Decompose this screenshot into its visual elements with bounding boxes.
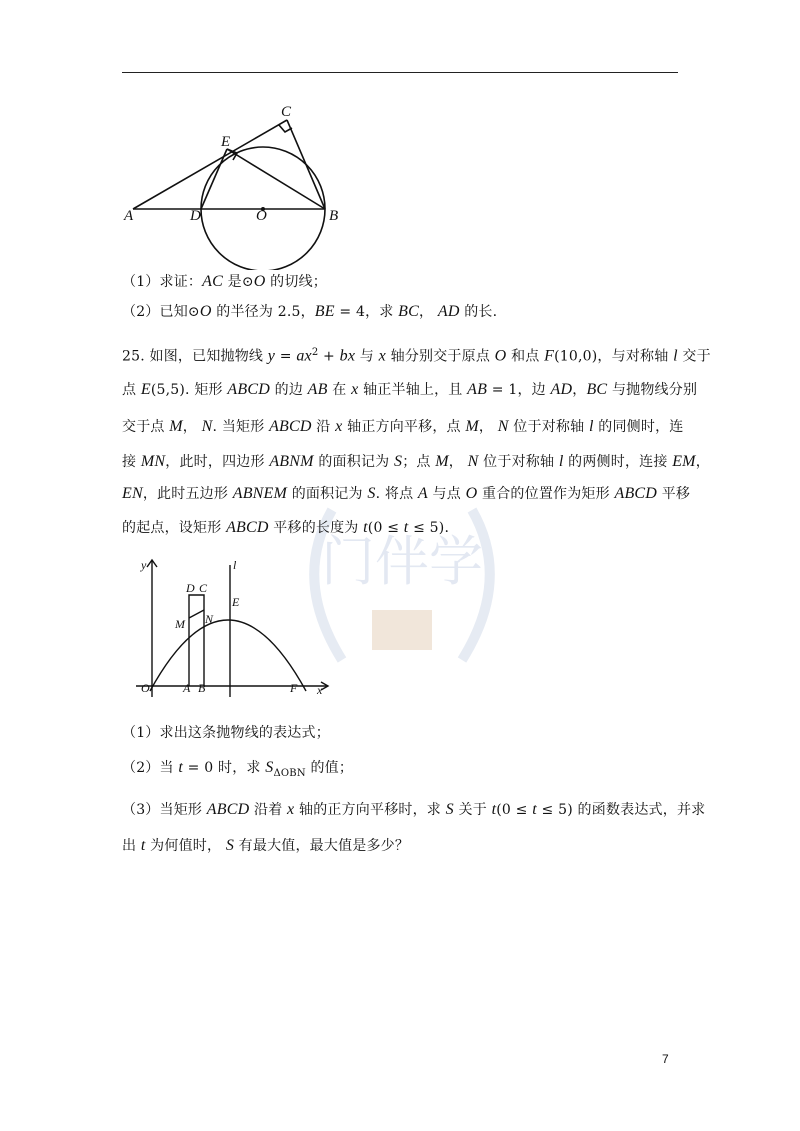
question-25-line-3: 交于点 M， N. 当矩形 ABCD 沿 x 轴正方向平移，点 M， N 位于对称轴 l 的同侧时，连 — [122, 418, 684, 435]
question-25-line-2: 点 E(5,5). 矩形 ABCD 的边 AB 在 x 轴正半轴上，且 AB = 1，边 AD，BC 与抛物线分别 — [122, 381, 698, 398]
label-M: M — [175, 617, 185, 631]
question-24-part-1: （1）求证：AC 是⊙O 的切线； — [122, 273, 327, 290]
label-O: O — [256, 208, 267, 224]
label-A2: A — [183, 681, 191, 695]
question-24-part-2: （2）已知⊙O 的半径为 2.5，BE = 4，求 BC， AD 的长. — [122, 303, 498, 320]
label-E2: E — [232, 595, 240, 609]
label-D: D — [190, 208, 201, 224]
question-25-part-3-line-2: 出 t 为何值时， S 有最大值，最大值是多少？ — [122, 837, 410, 854]
page-number: 7 — [662, 1052, 669, 1066]
question-25-line-4: 接 MN，此时，四边形 ABNM 的面积记为 S；点 M， N 位于对称轴 l 的两侧时，连接 EM， — [122, 453, 710, 470]
label-C2: C — [199, 581, 208, 595]
question-25-line-1: 25. 如图，已知抛物线 $y = ax^2$ + bx 与 x 轴分别交于原点 O 和点 F(10,0)，与对称轴 l 交于 — [122, 347, 711, 365]
label-E: E — [221, 134, 231, 150]
label-D2: D — [186, 581, 195, 595]
circle-figure — [120, 98, 340, 270]
watermark-text: 门伴学 — [321, 532, 483, 592]
label-O2: O — [141, 681, 150, 695]
label-F: F — [290, 681, 298, 695]
label-N: N — [205, 612, 214, 626]
question-25-line-5: EN，此时五边形 ABNEM 的面积记为 S. 将点 A 与点 O 重合的位置作为矩形 ABCD 平移 — [122, 485, 691, 502]
question-25-part-1: （1）求出这条抛物线的表达式； — [122, 725, 330, 741]
label-l: l — [233, 558, 237, 572]
label-A: A — [124, 208, 134, 224]
question-25-part-3-line-1: （3）当矩形 ABCD 沿着 x 轴的正方向平移时，求 S 关于 t(0 ≤ t ≤ 5) 的函数表达式，并求 — [122, 801, 706, 818]
label-C: C — [281, 104, 292, 120]
label-y: y — [141, 558, 147, 572]
question-25-part-2: （2）当 t = 0 时，求 $S_{\Delta OBN}$ 的值； — [122, 759, 354, 779]
label-x: x — [317, 683, 323, 697]
label-B2: B — [198, 681, 206, 695]
header-rule — [122, 72, 678, 73]
question-25-line-6: 的起点，设矩形 ABCD 平移的长度为 t(0 ≤ t ≤ 5). — [122, 519, 450, 536]
label-B: B — [329, 208, 339, 224]
parabola-figure — [128, 555, 338, 700]
